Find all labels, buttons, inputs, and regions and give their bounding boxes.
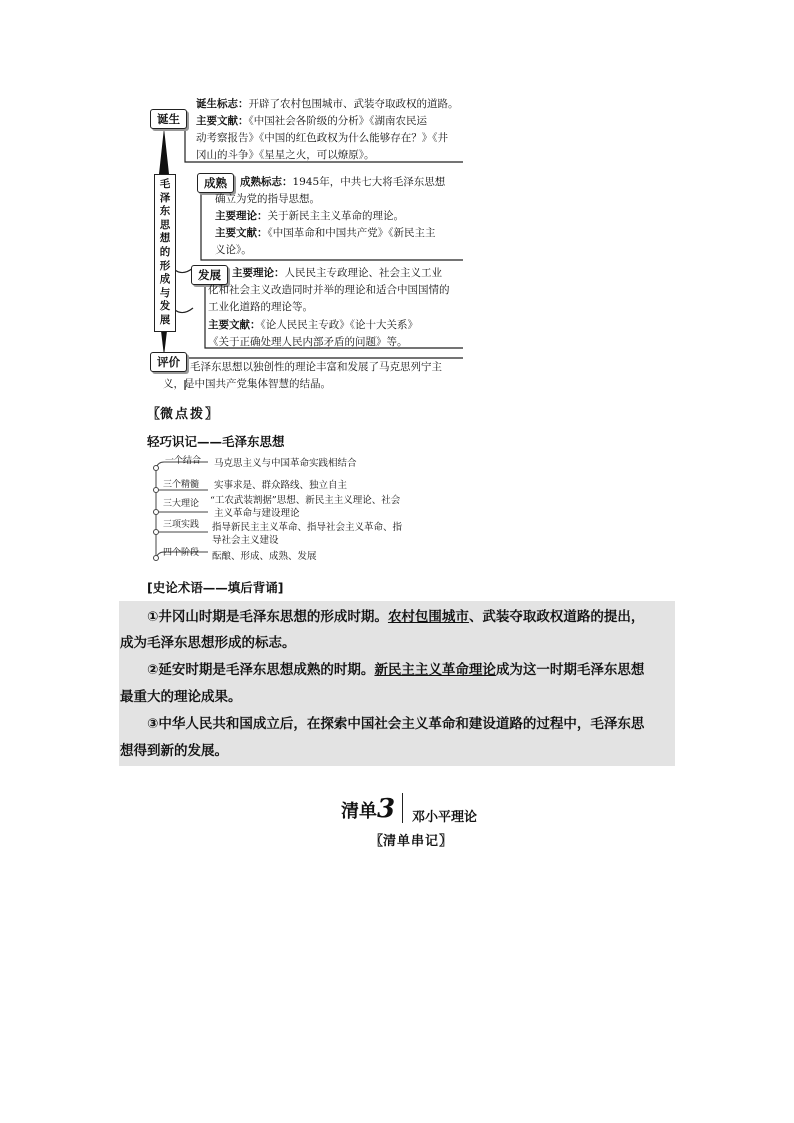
mature-line-4: 主要文献：《中国革命和中国共产党》《新民主主 <box>215 227 436 239</box>
develop-line-4: 主要文献：《论人民民主专政》《论十大关系》 <box>208 319 418 331</box>
develop-line-2: 化和社会主义改造同时并举的理论和适合中国国情的 <box>208 284 450 296</box>
birth-line-1: 诞生标志：开辟了农村包围城市、武装夺取政权的道路。 <box>196 98 459 110</box>
develop-line-3: 工业化道路的理论等。 <box>208 301 313 313</box>
list3-label: 清单 <box>341 801 377 822</box>
mature-line-3: 主要理论：关于新民主主义革命的理论。 <box>215 210 404 222</box>
memory-tag-2: 三个精髓 <box>163 480 200 490</box>
list3-header <box>341 794 395 824</box>
tip-badge: 〖微点拨〗 <box>147 407 219 422</box>
evaluate-line-1: 毛泽东思想以独创性的理论丰富和发展了马克思列宁主 <box>190 361 442 373</box>
terms-p2-line1: ②延安时期是毛泽东思想成熟的时期。新民主主义革命理论成为这一时期毛泽东思想 <box>147 662 645 678</box>
terms-p3-line1: ③中华人民共和国成立后，在探索中国社会主义革命和建设道路的过程中，毛泽东思 <box>147 716 645 732</box>
underlined-answer-1: 农村包围城市 <box>387 609 469 625</box>
list3-title: 邓小平理论 <box>412 810 478 825</box>
bracket-left-icon: 〖 <box>370 834 384 849</box>
memory-text-2: 实事求是、群众路线、独立自主 <box>214 480 348 491</box>
tag-develop: 发展 <box>191 265 228 285</box>
tip-heading: 轻巧识记——毛泽东思想 <box>147 434 285 449</box>
birth-line-4: 冈山的斗争》《星星之火，可以燎原》。 <box>196 149 375 161</box>
terms-p3-line2: 想得到新的发展。 <box>120 743 228 759</box>
mindmap-title: 毛 泽 东 思 想 的 形 成 与 发 展 <box>154 174 176 332</box>
list3-divider <box>402 793 403 823</box>
bracket-right-icon: 〗 <box>439 834 453 849</box>
mature-line-1: 成熟标志：1945年，中共七大将毛泽东思想 <box>240 176 446 188</box>
terms-p1-line2: 成为毛泽东思想形成的标志。 <box>120 635 296 651</box>
memory-text-4: 指导新民主主义革命、指导社会主义革命、指 <box>212 522 403 533</box>
memory-tag-3: 三大理论 <box>163 499 200 509</box>
memory-text-3: “工农武装割据”思想、新民主主义理论、社会 <box>210 495 401 506</box>
develop-line-5: 《关于正确处理人民内部矛盾的问题》等。 <box>208 336 408 348</box>
memory-text-4b: 导社会主义建设 <box>212 535 279 546</box>
memory-text-1: 马克思主义与中国革命实践相结合 <box>214 458 357 469</box>
list3-number: 3 <box>377 794 396 824</box>
memory-tag-5: 四个阶段 <box>163 548 200 558</box>
mature-line-2: 确立为党的指导思想。 <box>215 193 320 205</box>
tag-evaluate: 评价 <box>150 352 187 372</box>
memory-tag-4: 三项实践 <box>163 520 200 530</box>
bracket-right-icon: 〗 <box>205 407 219 422</box>
birth-line-2: 主要文献：《中国社会各阶级的分析》《湖南农民运 <box>196 115 427 127</box>
underlined-answer-2: 新民主主义革命理论 <box>374 662 496 678</box>
birth-line-3: 动考察报告》《中国的红色政权为什么能够存在？》《井 <box>196 132 448 144</box>
terms-heading: [史论术语——填后背诵] <box>147 580 284 595</box>
memory-tag-1: 一个结合 <box>165 456 202 466</box>
bracket-left-icon: 〖 <box>147 407 161 422</box>
memory-text-5: 酝酿、形成、成熟、发展 <box>212 551 317 562</box>
memory-text-3b: 主义革命与建设理论 <box>214 508 300 519</box>
tag-mature: 成熟 <box>197 173 234 193</box>
mature-line-5: 义论》。 <box>215 244 252 256</box>
develop-line-1: 主要理论：人民民主专政理论、社会主义工业 <box>232 267 442 279</box>
evaluate-line-2: 义，是中国共产党集体智慧的结晶。 <box>163 378 331 390</box>
terms-p1-line1: ①井冈山时期是毛泽东思想的形成时期。农村包围城市、武装夺取政权道路的提出， <box>147 609 645 625</box>
list3-badge: 〖清单串记〗 <box>370 834 453 849</box>
tag-birth: 诞生 <box>150 109 187 129</box>
terms-p2-line2: 最重大的理论成果。 <box>120 689 242 705</box>
